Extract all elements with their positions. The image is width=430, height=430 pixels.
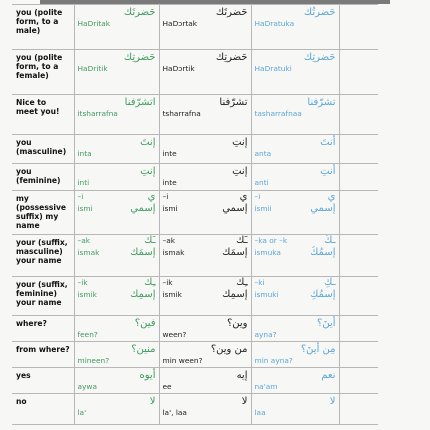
dialect-cell-msa	[251, 191, 339, 235]
dialect-cell-levantine	[159, 394, 251, 425]
suffix-translit: –ak	[77, 236, 91, 245]
suffix-translit: –ka or –k	[254, 236, 288, 245]
row-label: Nice to meet you!	[12, 95, 74, 135]
word-arabic: أيوه	[139, 370, 156, 381]
suffix-arabic: ـَك	[144, 235, 156, 246]
row-label: from where?	[12, 342, 74, 368]
suffix-line	[255, 277, 336, 289]
table-row	[12, 164, 378, 191]
dialect-cell-msa	[251, 394, 339, 425]
suffix-line	[78, 277, 156, 289]
dialect-cell-levantine	[159, 235, 251, 277]
word-arabic: إسمِك	[222, 289, 248, 300]
word-translit: ismik	[77, 290, 97, 299]
row-label: yes	[12, 368, 74, 394]
spacer-cell	[339, 95, 378, 135]
dialect-cell-levantine	[159, 5, 251, 50]
word-arabic: إسمُكَ	[310, 247, 336, 258]
row-label: you (masculine)	[12, 135, 74, 164]
word-translit: feen?	[77, 330, 98, 339]
suffix-arabic: ـِك	[144, 277, 156, 288]
table-row	[12, 277, 378, 316]
dialect-cell-msa	[251, 277, 339, 316]
word-translit: HaDɔrtak	[162, 19, 198, 28]
dialect-cell-egyptian	[74, 50, 159, 95]
suffix-arabic: ـكِ	[324, 277, 336, 288]
row-label: you (polite form, to a female)	[12, 50, 74, 95]
suffix-translit: –ak	[162, 236, 176, 245]
word-translit: ayna?	[254, 330, 277, 339]
word-translit: HaDratuka	[254, 19, 295, 28]
word-line	[163, 203, 248, 215]
word-translit: ismik	[162, 290, 182, 299]
dialect-cell-egyptian	[74, 135, 159, 164]
suffix-arabic: ي	[239, 191, 248, 202]
dialect-cell-levantine	[159, 368, 251, 394]
row-label: your (suffix, feminine) your name	[12, 277, 74, 316]
spacer-cell	[339, 342, 378, 368]
word-arabic: إسمُكِ	[310, 289, 336, 300]
table-row	[12, 50, 378, 95]
word-translit: anta	[254, 149, 272, 158]
table-row	[12, 316, 378, 342]
word-line	[78, 203, 156, 215]
dialect-cell-levantine	[159, 50, 251, 95]
word-arabic: تشرّفنا	[219, 97, 248, 108]
suffix-translit: –i	[162, 192, 169, 201]
suffix-arabic: ي	[327, 191, 336, 202]
suffix-arabic: ـَك	[236, 235, 248, 246]
word-line	[163, 247, 248, 259]
suffix-line	[163, 191, 248, 203]
row-label: you (polite form, to a male)	[12, 5, 74, 50]
word-translit: ismak	[77, 248, 100, 257]
suffix-arabic: ـِك	[236, 277, 248, 288]
word-arabic: إسمِك	[130, 289, 156, 300]
word-arabic: فين؟	[134, 318, 156, 329]
word-translit: inte	[162, 149, 177, 158]
dialect-cell-msa	[251, 50, 339, 95]
table-row	[12, 235, 378, 277]
suffix-translit: –ki	[254, 278, 265, 287]
word-arabic: حَضرتِك	[303, 52, 336, 63]
word-translit: inte	[162, 178, 177, 187]
spacer-cell	[339, 368, 378, 394]
word-arabic: إسمي	[222, 203, 248, 214]
word-translit: ismak	[162, 248, 185, 257]
dialect-cell-egyptian	[74, 191, 159, 235]
word-translit: inti	[77, 178, 90, 187]
table-row	[12, 5, 378, 50]
word-arabic: حَضرتَك	[123, 7, 156, 18]
dialect-cell-levantine	[159, 342, 251, 368]
word-translit: ee	[162, 382, 172, 391]
word-translit: la'	[77, 408, 87, 417]
word-translit: itsharrafna	[77, 109, 118, 118]
dialect-cell-egyptian	[74, 316, 159, 342]
word-arabic: حَضرتِك	[123, 52, 156, 63]
row-label: you (feminine)	[12, 164, 74, 191]
word-translit: mineen?	[77, 356, 110, 365]
word-translit: ismuki	[254, 290, 279, 299]
dialect-cell-egyptian	[74, 342, 159, 368]
word-arabic: اتشرّفنا	[124, 97, 156, 108]
table-row	[12, 368, 378, 394]
word-line	[78, 289, 156, 301]
word-translit: ween?	[162, 330, 187, 339]
spacer-cell	[339, 235, 378, 277]
spacer-cell	[339, 135, 378, 164]
word-translit: aywa	[77, 382, 97, 391]
word-translit: ismi	[162, 204, 178, 213]
dialect-cell-levantine	[159, 191, 251, 235]
word-arabic: إنتَ	[140, 137, 156, 148]
spacer-cell	[339, 164, 378, 191]
table-row	[12, 191, 378, 235]
word-arabic: إنتِ	[140, 166, 156, 177]
word-arabic: إسمي	[310, 203, 336, 214]
dialect-cell-msa	[251, 235, 339, 277]
word-arabic: من وين؟	[210, 344, 248, 355]
dialect-cell-levantine	[159, 277, 251, 316]
dialect-cell-levantine	[159, 95, 251, 135]
table-row	[12, 342, 378, 368]
word-arabic: أينَ؟	[317, 318, 336, 329]
row-label: your (suffix, masculine) your name	[12, 235, 74, 277]
word-translit: ismuka	[254, 248, 281, 257]
dialect-cell-levantine	[159, 135, 251, 164]
word-arabic: لا	[241, 396, 248, 407]
word-line	[255, 247, 336, 259]
dialect-cell-levantine	[159, 164, 251, 191]
dialect-cell-egyptian	[74, 5, 159, 50]
word-translit: ismi	[77, 204, 93, 213]
spacer-cell	[339, 50, 378, 95]
spacer-cell	[339, 191, 378, 235]
word-arabic: مِن أينَ؟	[300, 344, 336, 355]
vocabulary-table	[12, 4, 378, 425]
dialect-cell-egyptian	[74, 164, 159, 191]
word-arabic: إسمَك	[130, 247, 156, 258]
word-translit: ismii	[254, 204, 272, 213]
dialect-cell-egyptian	[74, 368, 159, 394]
word-translit: tasharrafnaa	[254, 109, 302, 118]
suffix-translit: –ik	[77, 278, 88, 287]
dialect-cell-msa	[251, 5, 339, 50]
table-row	[12, 135, 378, 164]
word-translit: inta	[77, 149, 92, 158]
suffix-translit: –i	[254, 192, 261, 201]
dialect-cell-msa	[251, 95, 339, 135]
dialect-cell-msa	[251, 342, 339, 368]
suffix-translit: –ik	[162, 278, 173, 287]
dialect-cell-msa	[251, 368, 339, 394]
word-translit: tsharrafna	[162, 109, 201, 118]
word-arabic: إسمَك	[222, 247, 248, 258]
dialect-cell-msa	[251, 316, 339, 342]
dialect-cell-msa	[251, 164, 339, 191]
word-translit: min ayna?	[254, 356, 293, 365]
word-translit: na'am	[254, 382, 278, 391]
word-translit: laa	[254, 408, 266, 417]
word-line	[78, 247, 156, 259]
word-arabic: تشرّفنا	[307, 97, 336, 108]
suffix-arabic: ـكَ	[324, 235, 336, 246]
word-arabic: وين؟	[226, 318, 248, 329]
suffix-line	[255, 191, 336, 203]
dialect-cell-egyptian	[74, 95, 159, 135]
word-arabic: نعم	[321, 370, 336, 381]
word-arabic: حَضرتُك	[303, 7, 336, 18]
word-arabic: حَضرتَك	[215, 7, 248, 18]
word-translit: la', laa	[162, 408, 187, 417]
suffix-translit: –i	[77, 192, 84, 201]
word-arabic: إسمي	[130, 203, 156, 214]
word-arabic: أنتِ	[320, 166, 336, 177]
spacer-cell	[339, 5, 378, 50]
row-label: no	[12, 394, 74, 425]
word-translit: HaDɔrtik	[162, 64, 195, 73]
word-arabic: إيه	[236, 370, 248, 381]
word-line	[255, 289, 336, 301]
dialect-cell-msa	[251, 135, 339, 164]
word-arabic: إنتِ	[232, 137, 248, 148]
word-line	[163, 289, 248, 301]
spacer-cell	[339, 394, 378, 425]
word-arabic: أنتَ	[320, 137, 336, 148]
word-translit: HaDratuki	[254, 64, 292, 73]
dialect-cell-egyptian	[74, 235, 159, 277]
spacer-cell	[339, 277, 378, 316]
word-arabic: حَضرتِك	[215, 52, 248, 63]
suffix-line	[163, 235, 248, 247]
word-translit: anti	[254, 178, 269, 187]
word-arabic: لا	[329, 396, 336, 407]
spacer-cell	[339, 316, 378, 342]
word-arabic: إنتِ	[232, 166, 248, 177]
word-arabic: منين؟	[131, 344, 156, 355]
suffix-line	[78, 235, 156, 247]
row-label: where?	[12, 316, 74, 342]
table-row	[12, 394, 378, 425]
suffix-line	[255, 235, 336, 247]
suffix-line	[163, 277, 248, 289]
table-row	[12, 95, 378, 135]
word-translit: HaDritik	[77, 64, 108, 73]
word-translit: min ween?	[162, 356, 203, 365]
dialect-cell-levantine	[159, 316, 251, 342]
word-translit: HaDritak	[77, 19, 111, 28]
suffix-arabic: ي	[147, 191, 156, 202]
suffix-line	[78, 191, 156, 203]
row-label: my (possessive suffix) my name	[12, 191, 74, 235]
dialect-cell-egyptian	[74, 394, 159, 425]
word-arabic: لا	[149, 396, 156, 407]
word-line	[255, 203, 336, 215]
dialect-cell-egyptian	[74, 277, 159, 316]
